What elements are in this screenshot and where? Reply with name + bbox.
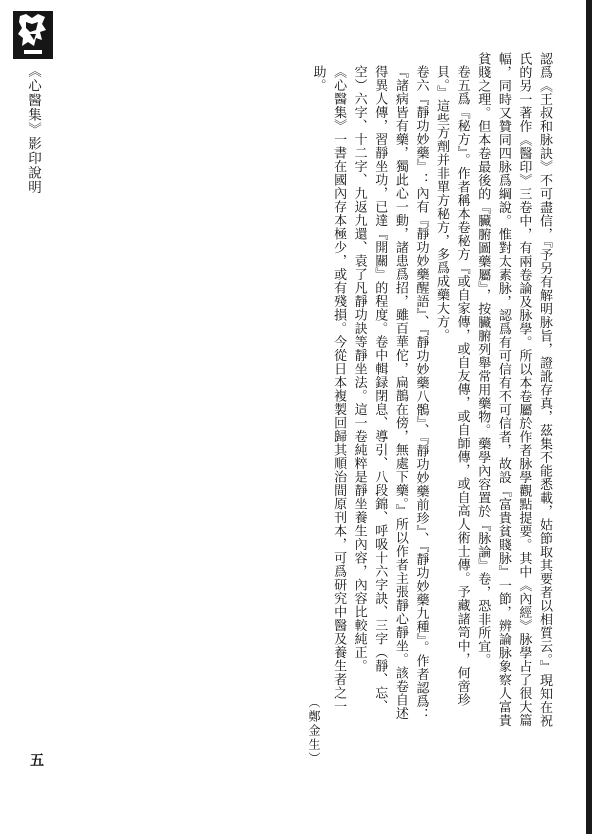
paragraph-conclusion: 《心醫集》一書在國內存本極少，或有殘損。今從日本複製回歸其順治間原刊本，可爲研究中醫及養生者之一助。 — [310, 65, 347, 713]
paragraph-secret-formulas: 卷五爲『秘方』。作者稱本卷秘方『或自家傳，或自友傳，或自師傳，或自高人術士傳。予藏諸笥中，何啻珍貝。』這些方劑并非單方秘方，多爲成藥大方。 — [434, 65, 470, 707]
paragraph-quiet-practice: 卷六『靜功妙藥』：內有『靜功妙藥醒語』、『靜功妙藥八鶻』、『靜功妙藥前珍』、『靜功妙藥九種』。作者認爲：『諸病皆有藥，獨此心一動，諸患爲招，雖百華佗，扁鵲在傍，無處下藥。』所以作者主張靜心靜坐。該卷自述得異人傳，習靜坐功，已達『開關』的程度。卷中輯録閉息、導引、八段錦、呼吸十六字訣、三字（靜、忘、空）六字、十二字、九返九還、袁了凡靜功訣等靜坐法。這一卷純粹是靜坐養生內容，內容比較純正。 — [351, 65, 429, 722]
author-signature: （鄭金生） — [307, 696, 321, 766]
running-header-title: 《心醫集》影印說明 — [25, 64, 41, 195]
page-number: 五 — [30, 753, 44, 769]
paragraph-pulse-theory: 認爲《王叔和脉訣》不可盡信，『予另有解明脉旨，證訛存真，茲集不能悉載，姑節取其要者以相質云。』現知在祝氏的另一著作《醫印》三卷中，有兩卷論及脉學。所以本卷屬於作者脉學觀點提要。其中《內經》脉學占了很大篇幅，同時又贊同四脉爲綱說。惟對太素脉，認爲有可信有不可信者，故設『富貴貧賤脉』一節，辨論脉象察人富貴貧賤之理。但本卷最後的『臟腑圖藥屬』，按臟腑列舉常用藥物。藥學內容置於『脉論』卷，恐非所宜。 — [475, 52, 552, 728]
seal-logo-icon — [12, 10, 54, 60]
body-text — [92, 52, 554, 732]
